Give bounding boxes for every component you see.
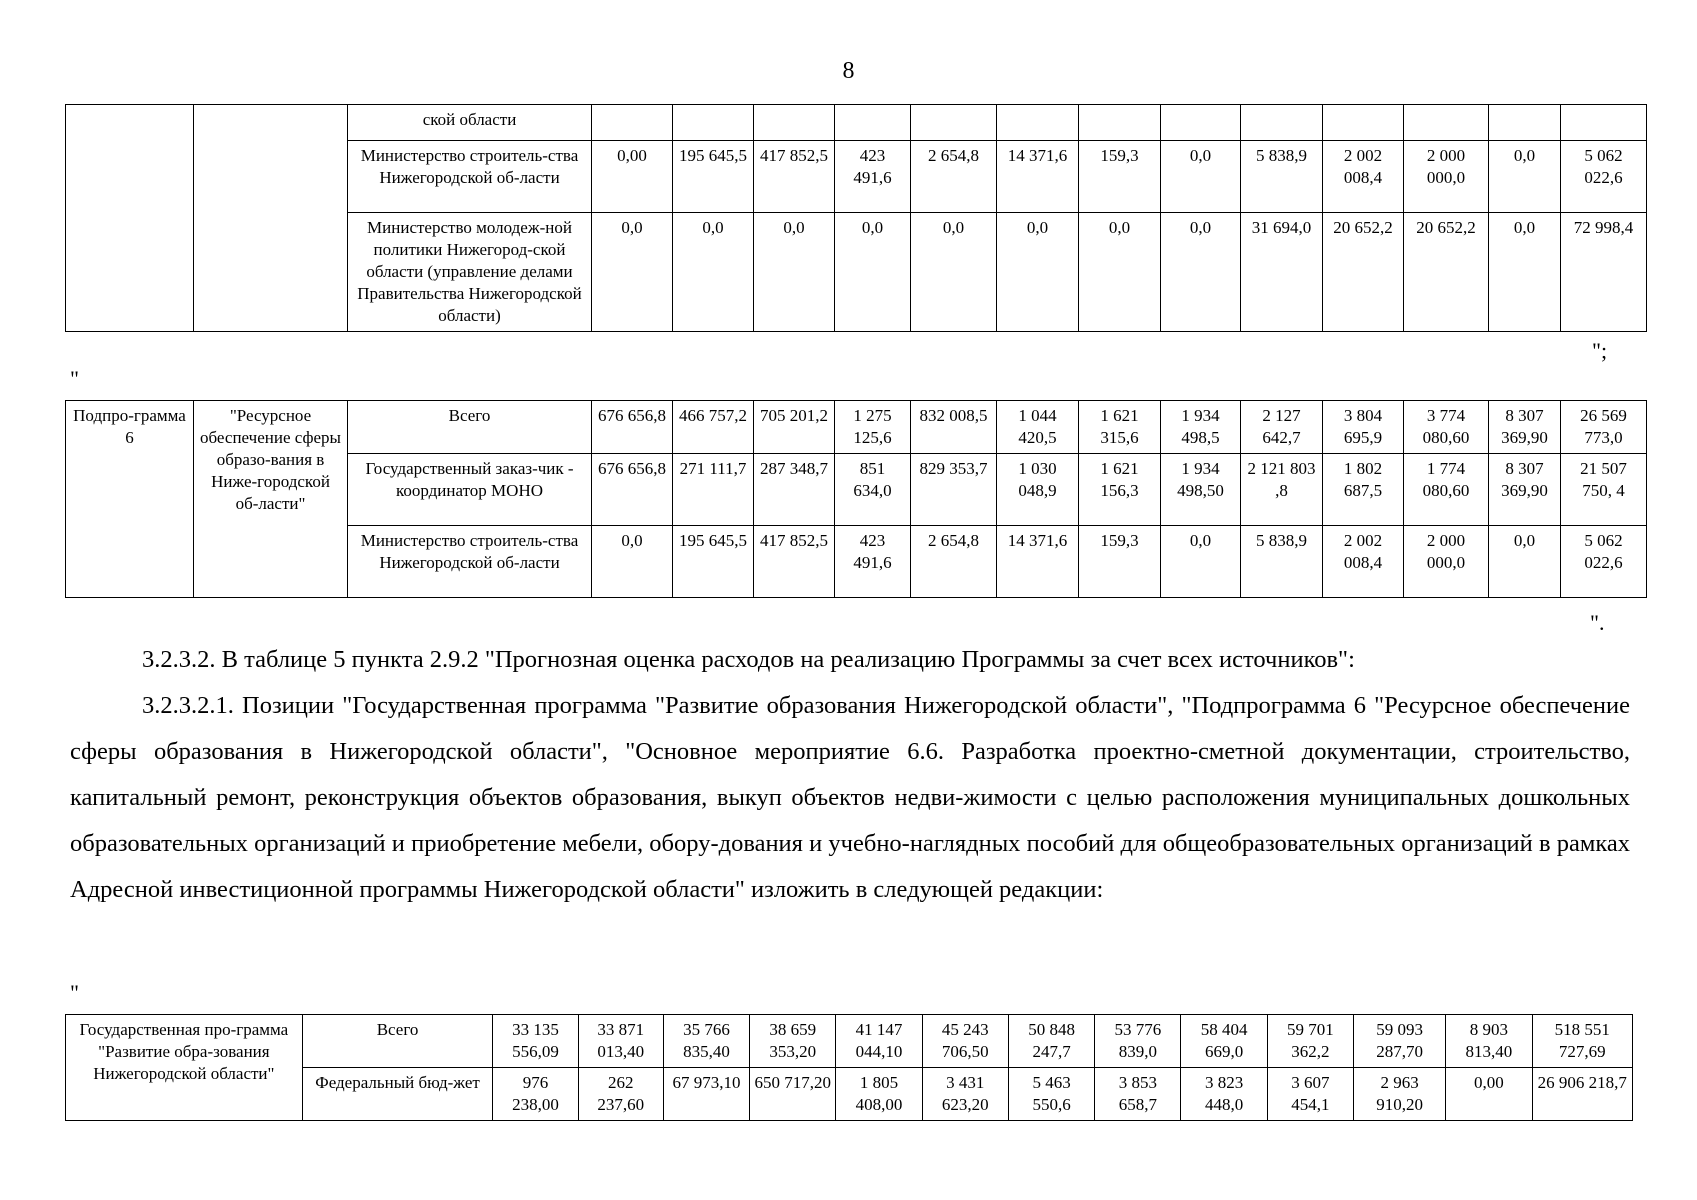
value-cell: 2 963 910,20	[1354, 1068, 1446, 1121]
value-cell: 2 654,8	[911, 141, 997, 213]
value-cell: 0,00	[592, 141, 673, 213]
value-cell: 1 621 156,3	[1079, 454, 1161, 526]
value-cell: 195 645,5	[673, 526, 754, 598]
value-cell	[754, 105, 835, 141]
value-cell	[1079, 105, 1161, 141]
value-cell: 705 201,2	[754, 401, 835, 454]
value-cell: 0,0	[1161, 141, 1241, 213]
executor-cell: Министерство молодеж-ной политики Нижегород-ской области (управление делами Правительства Нижегородской области)	[348, 213, 592, 332]
paragraph-3-2-3-2: 3.2.3.2. В таблице 5 пункта 2.9.2 "Прогнозная оценка расходов на реализацию Программы за счет всех источников":	[142, 646, 1355, 673]
value-cell: 14 371,6	[997, 526, 1079, 598]
value-cell: 20 652,2	[1404, 213, 1489, 332]
value-cell: 50 848 247,7	[1008, 1015, 1094, 1068]
value-cell: 33 135 556,09	[493, 1015, 578, 1068]
program-cell	[66, 105, 194, 332]
value-cell: 26 569 773,0	[1561, 401, 1647, 454]
subprogram-name-cell: "Ресурсное обеспечение сферы образо-вания в Ниже-городской об-ласти"	[194, 401, 348, 598]
program-cell: Государственная про-грамма "Развитие обра-зования Нижегородской области"	[66, 1015, 303, 1121]
name-cell	[194, 105, 348, 332]
value-cell: 59 093 287,70	[1354, 1015, 1446, 1068]
value-cell: 5 463 550,6	[1008, 1068, 1094, 1121]
value-cell: 41 147 044,10	[836, 1015, 922, 1068]
value-cell: 0,0	[592, 213, 673, 332]
value-cell: 21 507 750, 4	[1561, 454, 1647, 526]
opening-quote-1: "	[70, 366, 79, 391]
value-cell: 0,0	[1489, 213, 1561, 332]
value-cell	[835, 105, 911, 141]
value-cell: 3 804 695,9	[1323, 401, 1404, 454]
value-cell: 0,00	[1446, 1068, 1532, 1121]
value-cell: 5 062 022,6	[1561, 141, 1647, 213]
value-cell: 59 701 362,2	[1267, 1015, 1353, 1068]
value-cell: 159,3	[1079, 526, 1161, 598]
value-cell	[997, 105, 1079, 141]
value-cell: 423 491,6	[835, 526, 911, 598]
table-row	[66, 1015, 1633, 1068]
value-cell: 0,0	[1161, 213, 1241, 332]
value-cell: 2 002 008,4	[1323, 526, 1404, 598]
value-cell: 829 353,7	[911, 454, 997, 526]
value-cell: 2 002 008,4	[1323, 141, 1404, 213]
value-cell: 417 852,5	[754, 141, 835, 213]
value-cell: 3 853 658,7	[1095, 1068, 1181, 1121]
value-cell: 423 491,6	[835, 141, 911, 213]
state-program-table	[65, 1014, 1633, 1121]
value-cell: 20 652,2	[1323, 213, 1404, 332]
value-cell: 0,0	[754, 213, 835, 332]
value-cell	[1323, 105, 1404, 141]
closing-quote-2: ".	[1590, 610, 1605, 635]
value-cell	[673, 105, 754, 141]
value-cell: 0,0	[1489, 141, 1561, 213]
value-cell: 2 121 803 ,8	[1241, 454, 1323, 526]
executor-cell: Всего	[348, 401, 592, 454]
executor-cell: ской области	[348, 105, 592, 141]
subprogram-6-table	[65, 400, 1647, 598]
value-cell: 2 000 000,0	[1404, 141, 1489, 213]
value-cell: 1 030 048,9	[997, 454, 1079, 526]
value-cell: 8 307 369,90	[1489, 401, 1561, 454]
value-cell: 832 008,5	[911, 401, 997, 454]
value-cell	[592, 105, 673, 141]
value-cell: 518 551 727,69	[1532, 1015, 1632, 1068]
value-cell: 0,0	[835, 213, 911, 332]
value-cell: 3 823 448,0	[1181, 1068, 1267, 1121]
value-cell: 262 237,60	[578, 1068, 663, 1121]
value-cell: 8 903 813,40	[1446, 1015, 1532, 1068]
value-cell: 676 656,8	[592, 454, 673, 526]
value-cell: 45 243 706,50	[922, 1015, 1008, 1068]
executor-cell: Министерство строитель-ства Нижегородской об-ласти	[348, 526, 592, 598]
value-cell: 0,0	[911, 213, 997, 332]
executor-cell: Государственный заказ-чик - координатор МОНО	[348, 454, 592, 526]
value-cell: 5 838,9	[1241, 141, 1323, 213]
value-cell: 58 404 669,0	[1181, 1015, 1267, 1068]
value-cell: 31 694,0	[1241, 213, 1323, 332]
value-cell: 0,0	[1489, 526, 1561, 598]
value-cell: 33 871 013,40	[578, 1015, 663, 1068]
program-cell: Подпро-грамма 6	[66, 401, 194, 598]
budget-table-continued	[65, 104, 1647, 332]
value-cell: 0,0	[1161, 526, 1241, 598]
value-cell: 3 607 454,1	[1267, 1068, 1353, 1121]
value-cell: 1 275 125,6	[835, 401, 911, 454]
value-cell: 1 934 498,5	[1161, 401, 1241, 454]
value-cell: 3 774 080,60	[1404, 401, 1489, 454]
value-cell: 976 238,00	[493, 1068, 578, 1121]
value-cell: 14 371,6	[997, 141, 1079, 213]
value-cell	[1161, 105, 1241, 141]
value-cell: 195 645,5	[673, 141, 754, 213]
value-cell: 5 062 022,6	[1561, 526, 1647, 598]
paragraph-3-2-3-2-1: 3.2.3.2.1. Позиции "Государственная программа "Развитие образования Нижегородской области", "Подпрограмма 6 "Ресурсное обеспечение сферы образования в Нижегородской области", "Основное мероприятие 6.6. Разработка проектно-сметной документации, строительство, капитальный ремонт, реконструкция объектов образования, выкуп объектов недви-жимости с целью расположения муниципальных дошкольных образовательных организаций и приобретение мебели, обору-дования и учебно-наглядных пособий для общеобразовательных организаций в рамках Адресной инвестиционной программы Нижегородской области" изложить в следующей редакции:	[70, 692, 1630, 903]
value-cell: 53 776 839,0	[1095, 1015, 1181, 1068]
value-cell: 72 998,4	[1561, 213, 1647, 332]
value-cell	[911, 105, 997, 141]
table-row	[66, 401, 1647, 454]
source-cell: Всего	[302, 1015, 493, 1068]
value-cell: 271 111,7	[673, 454, 754, 526]
value-cell: 3 431 623,20	[922, 1068, 1008, 1121]
value-cell: 2 654,8	[911, 526, 997, 598]
value-cell: 676 656,8	[592, 401, 673, 454]
opening-quote-2: "	[70, 980, 79, 1005]
value-cell: 38 659 353,20	[750, 1015, 836, 1068]
value-cell: 851 634,0	[835, 454, 911, 526]
value-cell: 26 906 218,7	[1532, 1068, 1632, 1121]
table-row	[66, 105, 1647, 141]
value-cell	[1561, 105, 1647, 141]
value-cell	[1404, 105, 1489, 141]
executor-cell: Министерство строитель-ства Нижегородской об-ласти	[348, 141, 592, 213]
value-cell: 0,0	[997, 213, 1079, 332]
value-cell: 1 621 315,6	[1079, 401, 1161, 454]
value-cell: 1 802 687,5	[1323, 454, 1404, 526]
value-cell: 1 774 080,60	[1404, 454, 1489, 526]
value-cell: 1 044 420,5	[997, 401, 1079, 454]
value-cell: 287 348,7	[754, 454, 835, 526]
value-cell: 8 307 369,90	[1489, 454, 1561, 526]
value-cell: 650 717,20	[750, 1068, 836, 1121]
value-cell: 2 127 642,7	[1241, 401, 1323, 454]
closing-quote-1: ";	[1592, 338, 1608, 363]
value-cell: 0,0	[673, 213, 754, 332]
value-cell: 0,0	[1079, 213, 1161, 332]
value-cell: 2 000 000,0	[1404, 526, 1489, 598]
value-cell	[1489, 105, 1561, 141]
page-number: 8	[842, 58, 855, 84]
value-cell: 0,0	[592, 526, 673, 598]
value-cell: 67 973,10	[663, 1068, 749, 1121]
value-cell: 417 852,5	[754, 526, 835, 598]
value-cell: 1 934 498,50	[1161, 454, 1241, 526]
value-cell: 35 766 835,40	[663, 1015, 749, 1068]
source-cell: Федеральный бюд-жет	[302, 1068, 493, 1121]
value-cell: 159,3	[1079, 141, 1161, 213]
value-cell	[1241, 105, 1323, 141]
value-cell: 1 805 408,00	[836, 1068, 922, 1121]
value-cell: 5 838,9	[1241, 526, 1323, 598]
value-cell: 466 757,2	[673, 401, 754, 454]
